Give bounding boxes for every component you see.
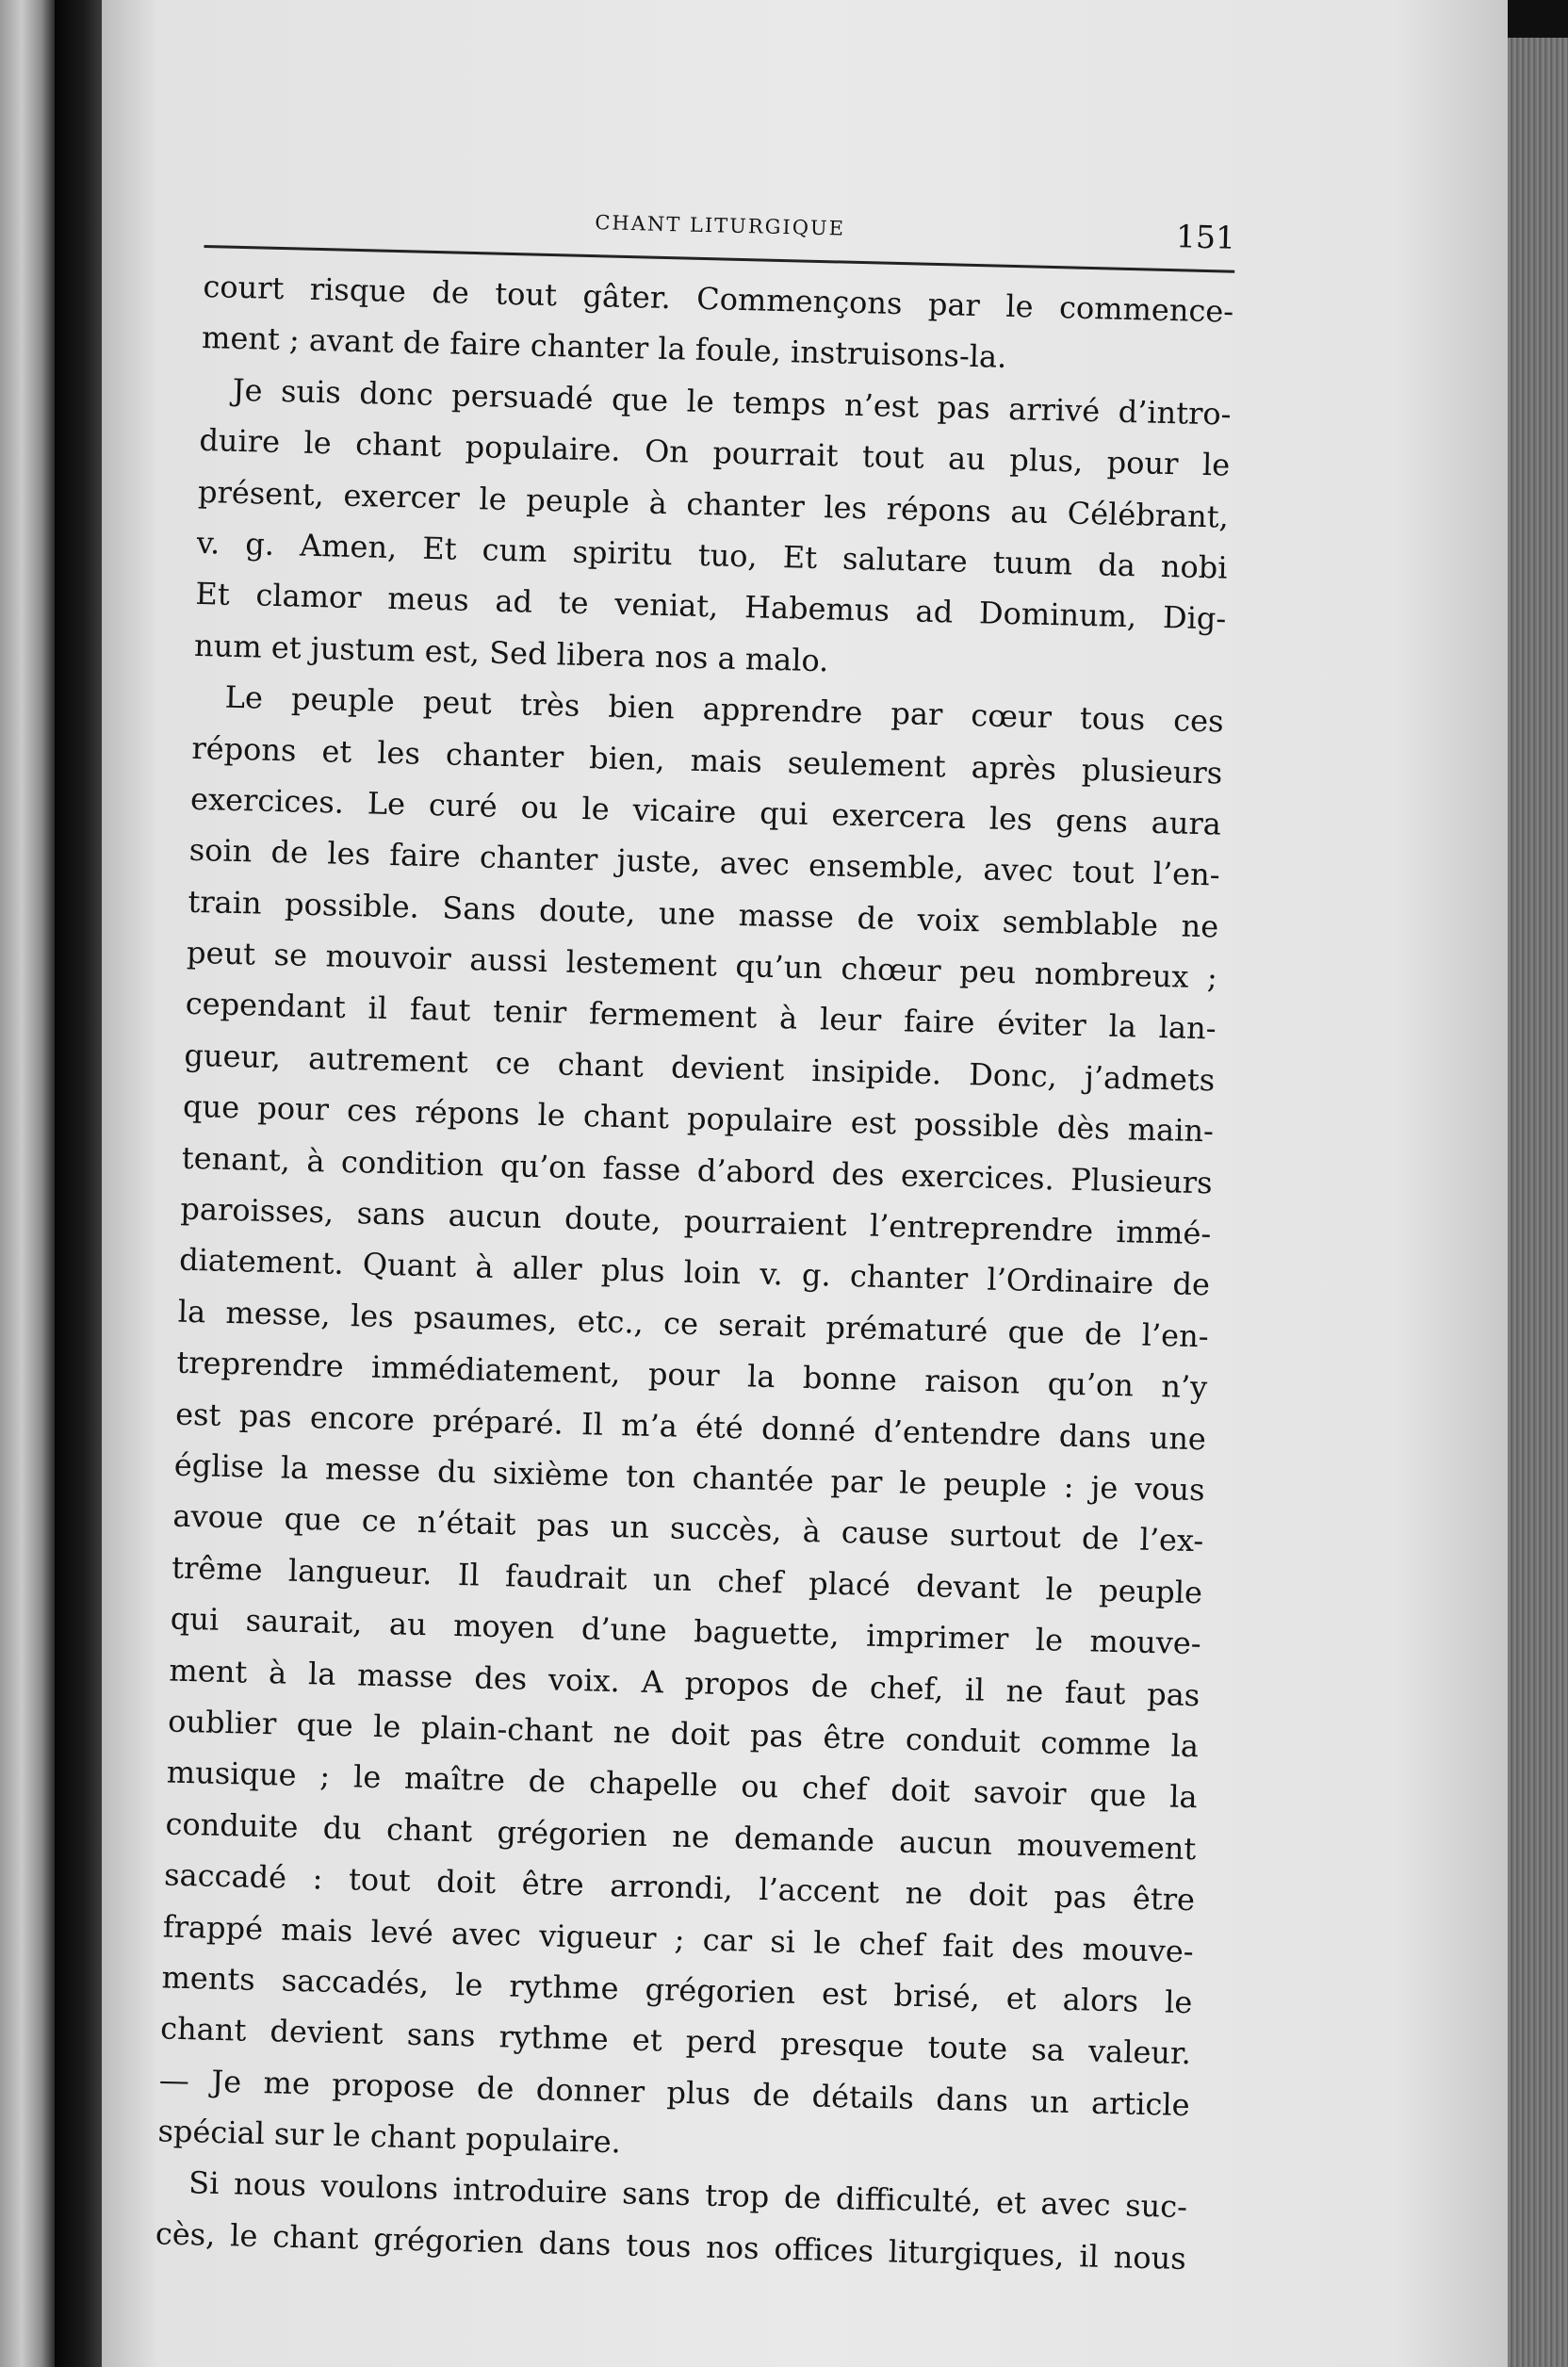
text-line: Le peuple peut très bien apprendre par cœur tous ces	[224, 678, 1224, 740]
text-line: spécial sur le chant populaire.	[157, 2113, 622, 2161]
text-line: duire le chant populaire. On pourrait tout au plus, pour le	[199, 422, 1231, 483]
text-line: que pour ces répons le chant populaire est possible dès main-	[182, 1087, 1215, 1150]
text-line: exercices. Le curé ou le vicaire qui exercera les gens aura	[189, 780, 1222, 842]
text-line: chant devient sans rythme et perd presque toute sa valeur.	[159, 2010, 1192, 2072]
text-line: oublier que le plain-chant ne doit pas être conduit comme la	[167, 1703, 1200, 1765]
text-line: répons et les chanter bien, mais seulement après plusieurs	[191, 729, 1223, 792]
text-line: frappé mais levé avec vigueur ; car si le chef fait des mouve-	[162, 1907, 1195, 1969]
text-line: avoue que ce n’était pas un succès, à cause surtout de l’ex-	[172, 1497, 1204, 1559]
page	[102, 0, 1508, 2367]
text-line: court risque de tout gâter. Commençons par le commence-	[202, 268, 1234, 330]
text-line: saccadé : tout doit être arrondi, l’accent ne doit pas être	[163, 1856, 1196, 1918]
text-block	[155, 188, 1235, 2284]
text-line: paroisses, sans aucun doute, pourraient l’entreprendre immé-	[180, 1190, 1212, 1252]
text-line: église la messe du sixième ton chantée par le peuple : je vous	[173, 1446, 1206, 1509]
text-line: ments saccadés, le rythme grégorien est brisé, et alors le	[161, 1959, 1193, 2021]
text-line: cependant il faut tenir fermement à leur faire éviter la lan-	[185, 986, 1217, 1047]
text-line: musique ; le maître de chapelle ou chef doit savoir que la	[166, 1754, 1199, 1816]
text-line: Si nous voulons introduire sans trop de difficulté, et avec suc-	[188, 2164, 1188, 2226]
text-line: trême langueur. Il faudrait un chef placé devant le peuple	[171, 1549, 1203, 1611]
text-line: qui saurait, au moyen d’une baguette, imprimer le mouve-	[170, 1600, 1202, 1662]
text-line: — Je me propose de donner plus de détails dans un article	[158, 2062, 1191, 2123]
text-line: diatement. Quant à aller plus loin v. g. chanter l’Ordinaire de	[178, 1242, 1211, 1303]
text-line: v. g. Amen, Et cum spiritu tuo, Et salutare tuum da nobi	[196, 524, 1228, 586]
running-head	[204, 188, 1235, 273]
text-line: gueur, autrement ce chant devient insipide. Donc, j’admets	[184, 1037, 1216, 1099]
text-line: ment ; avant de faire chanter la foule, instruisons-la.	[201, 319, 1007, 376]
text-line: la messe, les psaumes, etc., ce serait prématuré que de l’en-	[177, 1293, 1210, 1355]
text-line: conduite du chant grégorien ne demande aucun mouvement	[165, 1805, 1197, 1867]
text-line: num et justum est, Sed libera nos a malo.	[193, 627, 829, 679]
page-number: 151	[1175, 218, 1236, 256]
text-line: Je suis donc persuadé que le temps n’est pas arrivé d’intro-	[232, 371, 1232, 433]
text-line: train possible. Sans doute, une masse de voix semblable ne	[188, 883, 1219, 945]
body-text	[155, 261, 1233, 2284]
book-gutter	[55, 0, 102, 2367]
text-line: Et clamor meus ad te veniat, Habemus ad Dominum, Dig-	[195, 576, 1227, 637]
text-line: cès, le chant grégorien dans tous nos offices liturgiques, il nous	[155, 2215, 1187, 2277]
page-block-edge	[1508, 38, 1568, 2367]
text-line: ment à la masse des voix. A propos de chef, il ne faut pas	[169, 1652, 1200, 1713]
text-line: tenant, à condition qu’on fasse d’abord des exercices. Plusieurs	[181, 1139, 1214, 1201]
text-line: peut se mouvoir aussi lestement qu’un chœur peu nombreux ;	[186, 934, 1218, 996]
facing-page-edge	[0, 0, 55, 2367]
running-title: CHANT LITURGIQUE	[595, 211, 846, 240]
text-line: soin de les faire chanter juste, avec ensemble, avec tout l’en-	[188, 832, 1220, 893]
text-line: treprendre immédiatement, pour la bonne raison qu’on n’y	[176, 1344, 1208, 1406]
text-line: est pas encore préparé. Il m’a été donné d’entendre dans une	[174, 1396, 1207, 1457]
text-line: présent, exercer le peuple à chanter les répons au Célébrant,	[197, 473, 1230, 535]
